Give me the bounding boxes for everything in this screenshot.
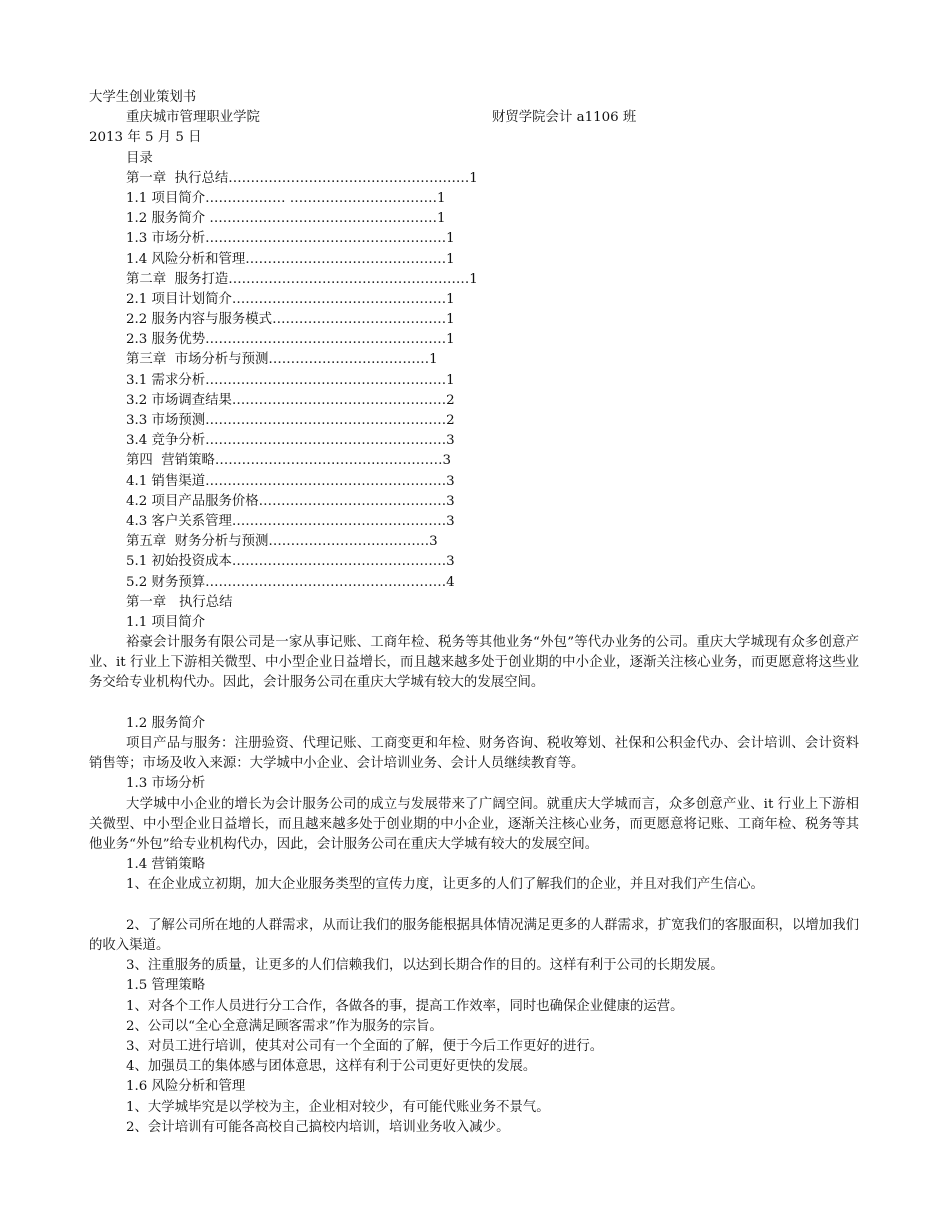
toc-entry: 3.3 市场预测………………………………………………2: [126, 413, 455, 428]
toc-entry: 4.1 销售渠道………………………………………………3: [126, 473, 455, 489]
toc-entry: 3.2 市场调查结果…………………………………………2: [126, 392, 455, 408]
toc-entry: 1.2 服务简介 ……………………………………………1: [126, 211, 446, 227]
list-item: 4、加强员工的集体感与团体意思，这样有利于公司更好更快的发展。: [126, 1059, 537, 1075]
section-heading: 1.5 管理策略: [126, 978, 206, 994]
toc-entry: 第二章 服务打造………………………………………………1: [126, 271, 478, 287]
toc-entry: 3.1 需求分析………………………………………………1: [126, 372, 455, 388]
list-item: 2、会计培训有可能各高校自己搞校内培训，培训业务收入减少。: [126, 1119, 510, 1135]
blank-line: [89, 694, 859, 714]
toc-entry: 第三章 市场分析与预测………………………………1: [126, 352, 438, 368]
toc-entry: 第一章 执行总结………………………………………………1: [126, 170, 478, 186]
section-heading: 1.6 风险分析和管理: [126, 1079, 246, 1095]
section-heading: 1.3 市场分析: [126, 776, 206, 792]
document-date: 2013 年 5 月 5 日: [89, 130, 202, 146]
list-item: 1、大学城毕究是以学校为主，企业相对较少，有可能代账业务不景气。: [126, 1099, 550, 1115]
document-page: [89, 88, 859, 1138]
toc-entry: 1.3 市场分析………………………………………………1: [126, 231, 455, 247]
section-heading: 1.1 项目简介: [126, 614, 206, 630]
paragraph: 项目产品与服务：注册验资、代理记账、工商变更和年检、财务咨询、税收筹划、社保和公积金代办、会计培训、会计资料销售等；市场及收入来源：大学城中小企业、会计培训业务、会计人员继续教育等。: [89, 736, 859, 772]
toc-entry: 3.4 竞争分析………………………………………………3: [126, 433, 455, 449]
school-name: 重庆城市管理职业学院: [126, 110, 260, 126]
list-item: 2、公司以“全心全意满足顾客需求”作为服务的宗旨。: [126, 1018, 443, 1034]
toc-entry: 2.3 服务优势………………………………………………1: [126, 332, 455, 348]
department-class: 财贸学院会计 a1106 班: [492, 110, 637, 126]
document-title: 大学生创业策划书: [89, 90, 197, 105]
toc-entry: 1.1 项目简介……………… ……………………………1: [126, 190, 446, 206]
toc-entry: 5.1 初始投资成本…………………………………………3: [126, 554, 455, 570]
author-row: [89, 108, 859, 128]
section-heading: 1.2 服务简介: [126, 715, 206, 731]
paragraph: 大学城中小企业的增长为会计服务公司的成立与发展带来了广阔空间。就重庆大学城而言，众多创意产业、it 行业上下游相关微型、中小型企业日益增长，而且越来越多处于创业期的中小企业，逐渐关注核心业务，而更愿意将记账、工商年检、税务等其他业务“外包”给专业机构代办，因此，会计服务公司在重庆大学城有较大的发展空间。: [89, 796, 859, 853]
toc-entry: 5.2 财务预算………………………………………………4: [126, 574, 455, 590]
section-heading: 1.4 营销策略: [126, 857, 206, 873]
chapter-heading: 第一章 执行总结: [126, 594, 233, 610]
toc-entry: 2.2 服务内容与服务模式…………………………………1: [126, 312, 455, 328]
table-of-contents: [89, 169, 859, 593]
toc-entry: 第四 营销策略……………………………………………3: [126, 453, 452, 469]
toc-title: 目录: [126, 150, 153, 166]
toc-entry: 第五章 财务分析与预测………………………………3: [126, 534, 438, 550]
list-item: 1、对各个工作人员进行分工合作，各做各的事，提高工作效率，同时也确保企业健康的运营。: [126, 998, 684, 1014]
toc-entry: 4.2 项目产品服务价格……………………………………3: [126, 493, 455, 509]
blank-line: [89, 896, 859, 916]
toc-entry: 1.4 风险分析和管理………………………………………1: [126, 251, 455, 267]
toc-entry: 4.3 客户关系管理…………………………………………3: [126, 513, 455, 529]
toc-entry: 2.1 项目计划简介…………………………………………1: [126, 291, 455, 307]
list-item: 2、了解公司所在地的人群需求，从而让我们的服务能根据具体情况满足更多的人群需求，扩宽我们的客服面积，以增加我们的收入渠道。: [89, 917, 859, 954]
list-item: 1、在企业成立初期，加大企业服务类型的宣传力度，让更多的人们了解我们的企业，并且对我们产生信心。: [126, 877, 764, 893]
list-item: 3、对员工进行培训，使其对公司有一个全面的了解，便于今后工作更好的进行。: [126, 1039, 604, 1055]
paragraph: 裕豪会计服务有限公司是一家从事记账、工商年检、税务等其他业务“外包”等代办业务的公司。重庆大学城现有众多创意产业、it 行业上下游相关微型、中小型企业日益增长，而且越来越多处于创业期的中小企业，逐渐关注核心业务，而更愿意将这些业务交给专业机构代办。因此，会计服务公司在重庆大学城有较大的发展空间。: [89, 635, 859, 691]
list-item: 3、注重服务的质量，让更多的人们信赖我们，以达到长期合作的目的。这样有利于公司的长期发展。: [126, 958, 724, 974]
